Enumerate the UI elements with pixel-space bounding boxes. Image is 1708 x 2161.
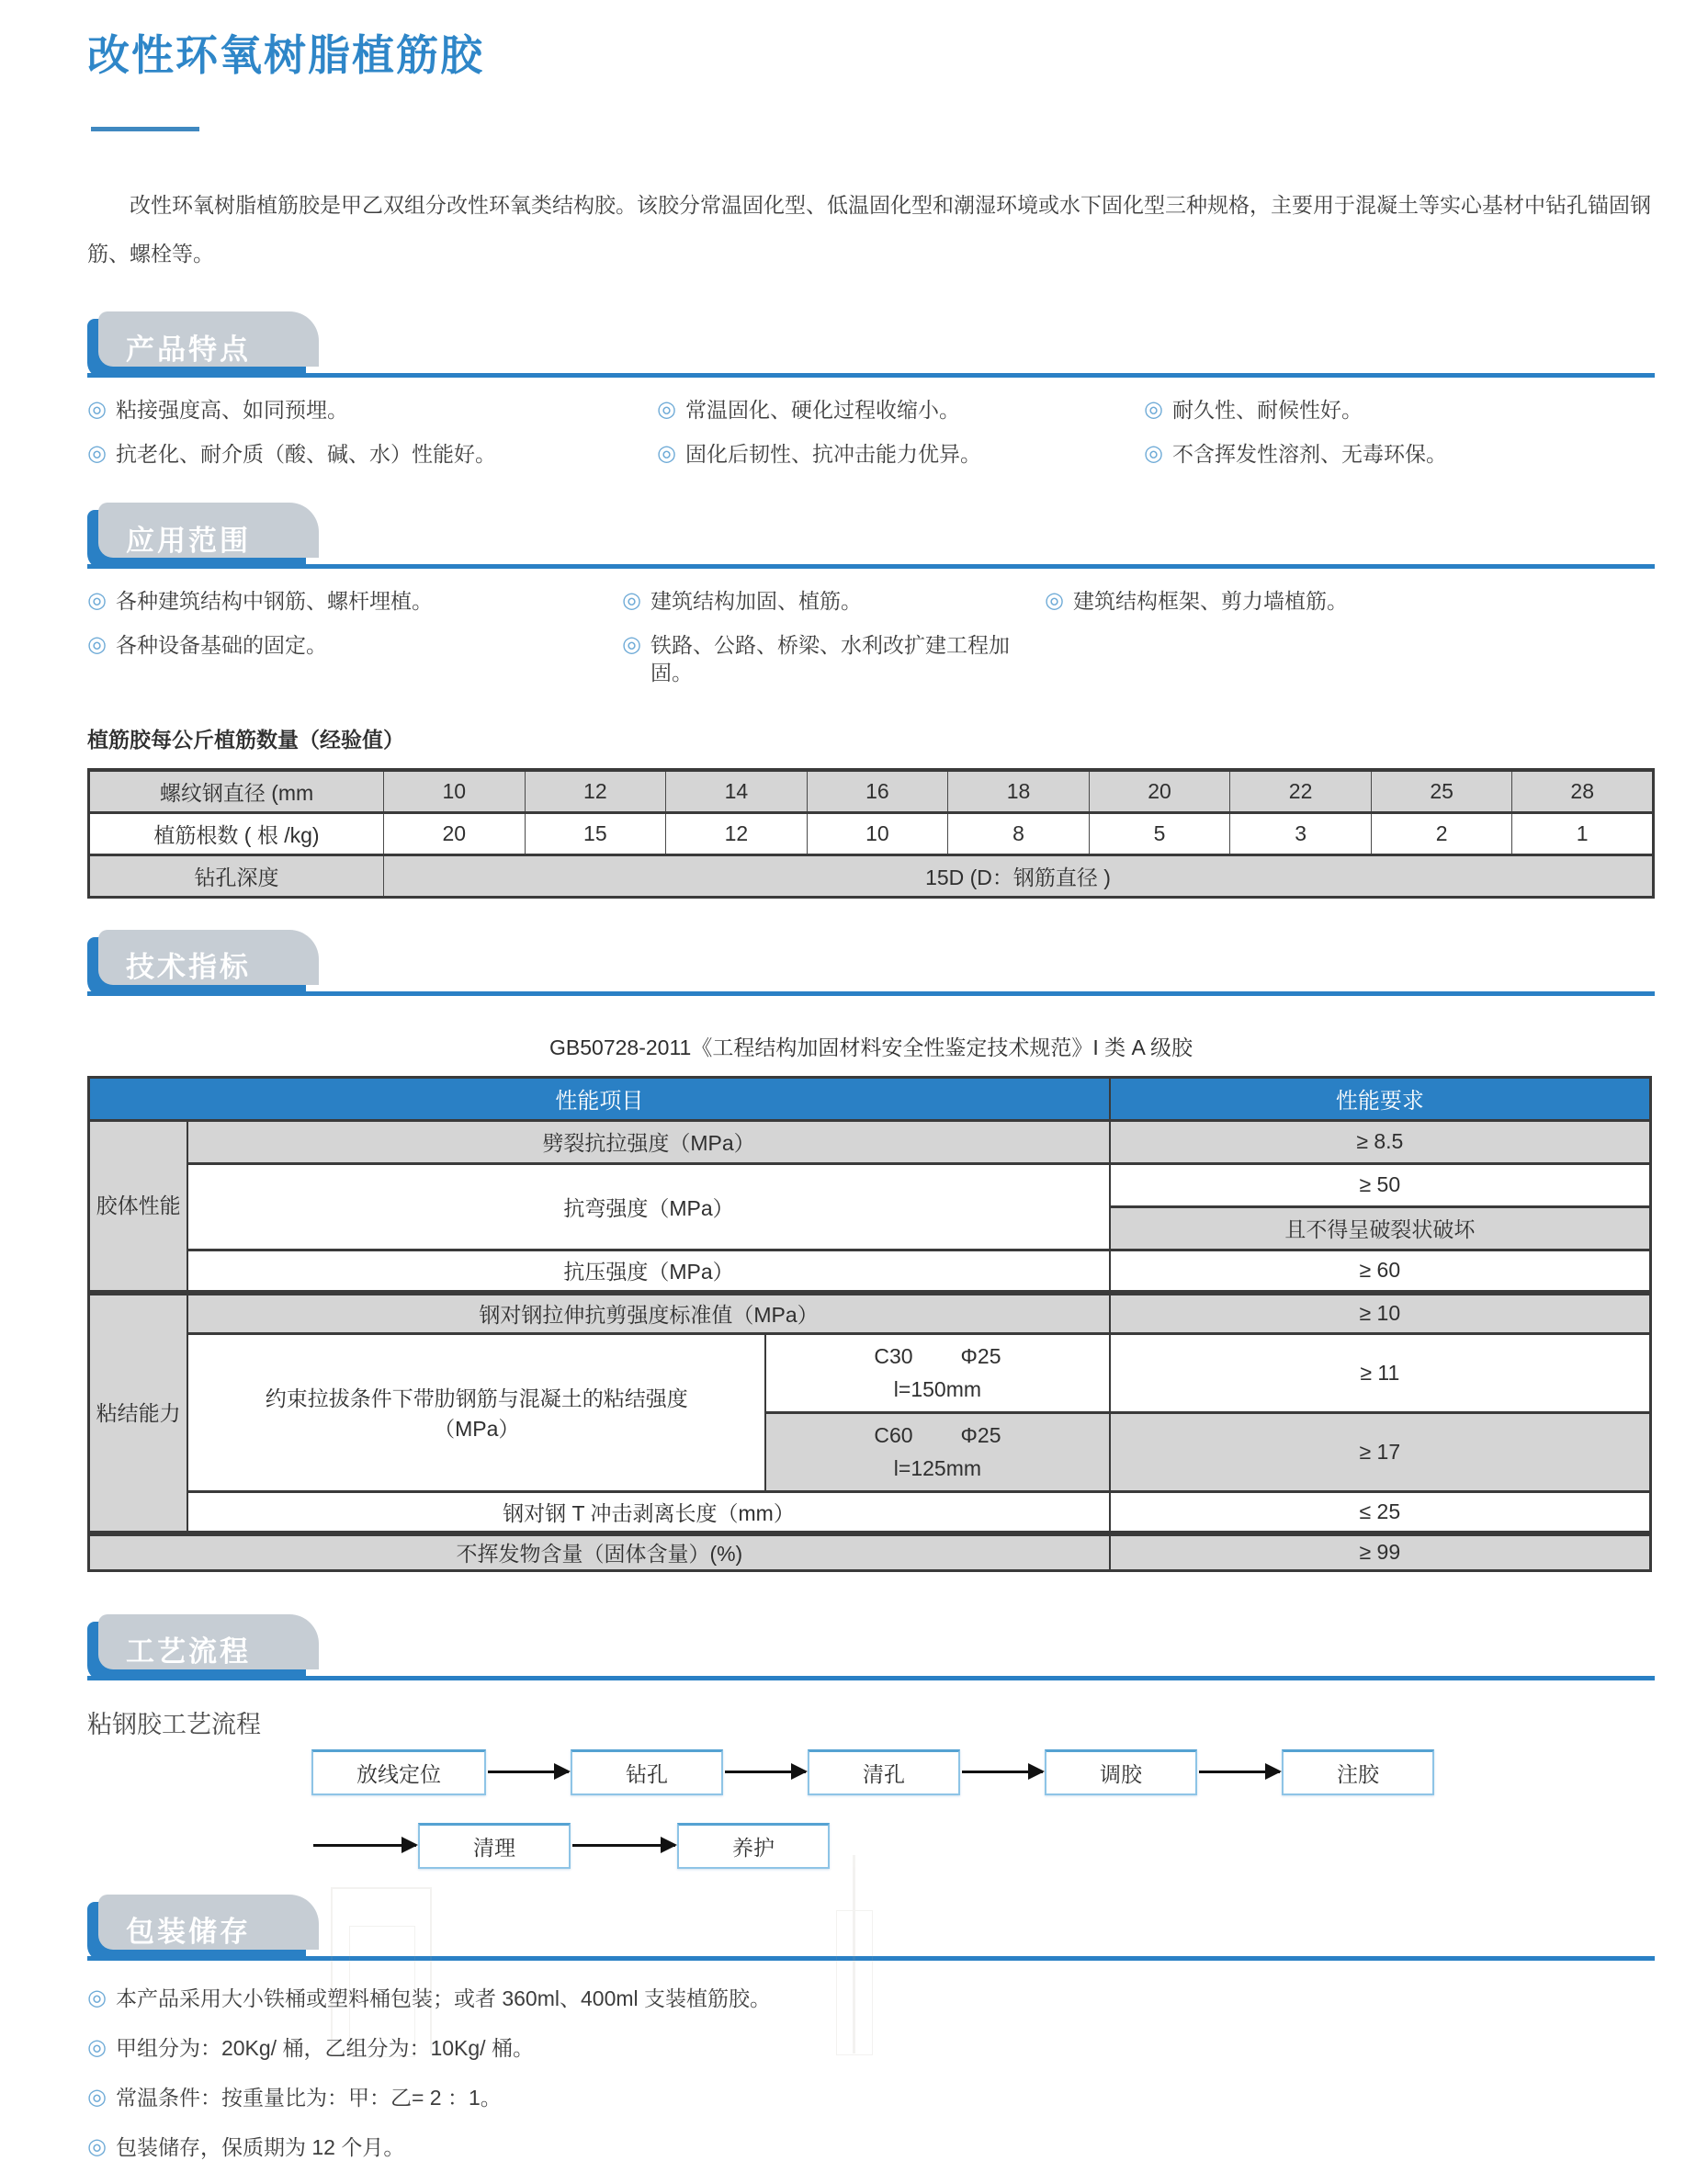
features-list (87, 396, 1655, 468)
condition-length: l=150mm (893, 1377, 982, 1401)
requirement-cell: ≥ 17 (1110, 1412, 1651, 1491)
specs-caption: GB50728-2011《工程结构加固材料安全性鉴定技术规范》I 类 A 级胶 (549, 1035, 1193, 1059)
flow-step: 注胶 (1282, 1749, 1434, 1795)
list-item (1144, 440, 1655, 468)
intro-paragraph: 改性环氧树脂植筋胶是甲乙双组分改性环氧类结构胶。该胶分常温固化型、低温固化型和潮湿环境或水下固化型三种规格，主要用于混凝土等实心基材中钻孔锚固钢筋、螺栓等。 (87, 193, 1651, 266)
section-rule (87, 373, 1655, 378)
condition-cell (765, 1412, 1109, 1491)
group-label: 粘结能力 (89, 1293, 188, 1533)
feature-text: 抗老化、耐介质（酸、碱、水）性能好。 (115, 442, 496, 466)
page-title: 改性环氧树脂植筋胶 (87, 31, 484, 79)
property-cell: 劈裂抗拉强度（MPa） (187, 1120, 1109, 1163)
requirement-cell: ≥ 60 (1110, 1250, 1651, 1293)
section-header-packaging (87, 1902, 1655, 1961)
feature-text: 常温固化、硬化过程收缩小。 (684, 398, 960, 422)
applications-list (87, 587, 1655, 686)
flow-step: 清理 (418, 1823, 571, 1869)
cell: 10 (807, 812, 948, 854)
list-item (657, 396, 1144, 424)
bullet-icon: ◎ (1144, 441, 1163, 466)
bullet-icon: ◎ (657, 397, 676, 422)
cell: 3 (1230, 812, 1372, 854)
list-item (87, 440, 657, 468)
feature-text: 耐久性、耐候性好。 (1171, 398, 1363, 422)
cell: 15D (D：钢筋直径 ) (384, 854, 1654, 897)
dosage-table-title: 植筋胶每公斤植筋数量（经验值） (87, 728, 404, 752)
list-item (87, 2133, 1655, 2161)
flow-step: 调胶 (1045, 1749, 1197, 1795)
list-item (87, 396, 657, 424)
flow-arrow-icon (572, 1844, 675, 1847)
requirement-cell: ≥ 10 (1110, 1293, 1651, 1333)
property-cell: 钢对钢拉伸抗剪强度标准值（MPa） (187, 1293, 1109, 1333)
property-line: 约束拉拔条件下带肋钢筋与混凝土的粘结强度 (265, 1386, 688, 1410)
feature-text: 不含挥发性溶剂、无毒环保。 (1171, 442, 1447, 466)
list-item (87, 2034, 1655, 2062)
bullet-icon: ◎ (87, 2084, 107, 2110)
table-row (89, 770, 1654, 812)
bullet-icon: ◎ (87, 588, 107, 613)
list-item (657, 440, 1144, 468)
column-header: 性能项目 (89, 1077, 1110, 1120)
section-rule (87, 991, 1655, 996)
bullet-icon: ◎ (622, 632, 641, 657)
condition-grade: C60 (874, 1423, 913, 1447)
cell: 14 (666, 770, 808, 812)
process-flow-row-1 (311, 1749, 1655, 1795)
packaging-badge (87, 1902, 306, 1961)
cell: 15 (525, 812, 666, 854)
packaging-list (87, 1985, 1655, 2161)
application-text: 各种设备基础的固定。 (115, 633, 327, 657)
features-badge (87, 319, 306, 378)
property-line: （MPa） (434, 1417, 520, 1441)
packaging-text: 甲组分为：20Kg/ 桶，乙组分为：10Kg/ 桶。 (115, 2035, 534, 2060)
condition-diameter: Φ25 (960, 1344, 1001, 1368)
list-item (87, 1985, 1655, 2012)
packaging-text: 包装储存，保质期为 12 个月。 (115, 2134, 405, 2159)
flow-arrow-icon (962, 1771, 1043, 1773)
flow-step: 清孔 (808, 1749, 960, 1795)
section-header-specs (87, 937, 1655, 996)
flow-arrow-icon (1199, 1771, 1280, 1773)
requirement-cell: ≥ 99 (1110, 1533, 1651, 1570)
cell: 18 (948, 770, 1090, 812)
flow-step: 钻孔 (571, 1749, 723, 1795)
table-row (89, 1250, 1651, 1293)
cell: 25 (1371, 770, 1512, 812)
packaging-text: 本产品采用大小铁桶或塑料桶包装；或者 360ml、400ml 支装植筋胶。 (115, 1986, 772, 2010)
cell: 22 (1230, 770, 1372, 812)
property-cell: 不挥发物含量（固体含量）(%) (89, 1533, 1110, 1570)
bullet-icon: ◎ (87, 632, 107, 657)
property-cell: 钢对钢 T 冲击剥离长度（mm） (187, 1491, 1109, 1533)
feature-text: 固化后韧性、抗冲击能力优异。 (684, 442, 981, 466)
cell: 28 (1512, 770, 1654, 812)
packaging-heading: 包装储存 (126, 1916, 251, 1948)
section-rule (87, 564, 1655, 569)
list-item (1045, 587, 1655, 615)
cell: 10 (384, 770, 526, 812)
property-cell (187, 1333, 765, 1491)
row-label: 植筋根数 ( 根 /kg) (89, 812, 384, 854)
dosage-table (87, 768, 1655, 899)
bullet-icon: ◎ (87, 2034, 107, 2060)
condition-diameter: Φ25 (960, 1423, 1001, 1447)
flow-arrow-icon (313, 1844, 416, 1847)
table-row (89, 1163, 1651, 1206)
condition-length: l=125mm (893, 1456, 982, 1480)
table-row (89, 1533, 1651, 1570)
bullet-icon: ◎ (87, 1985, 107, 2010)
process-subtitle: 粘钢胶工艺流程 (87, 1710, 261, 1738)
process-badge (87, 1622, 306, 1680)
cell: 20 (384, 812, 526, 854)
table-row (89, 1333, 1651, 1412)
list-item (622, 631, 1045, 686)
section-header-features (87, 319, 1655, 378)
flow-step: 放线定位 (311, 1749, 486, 1795)
title-underline (91, 127, 199, 131)
row-label: 钻孔深度 (89, 854, 384, 897)
cell: 2 (1371, 812, 1512, 854)
table-row (89, 1491, 1651, 1533)
condition-cell (765, 1333, 1109, 1412)
condition-grade: C30 (874, 1344, 913, 1368)
application-text: 各种建筑结构中钢筋、螺杆埋植。 (115, 589, 433, 613)
bullet-icon: ◎ (87, 2133, 107, 2159)
application-text: 建筑结构加固、植筋。 (650, 589, 862, 613)
list-item (87, 587, 622, 615)
specs-table (87, 1076, 1652, 1572)
column-header: 性能要求 (1110, 1077, 1651, 1120)
cell: 1 (1512, 812, 1654, 854)
specs-badge (87, 937, 306, 996)
table-row (89, 854, 1654, 897)
requirement-cell: 且不得呈破裂状破坏 (1110, 1206, 1651, 1250)
requirement-cell: ≥ 50 (1110, 1163, 1651, 1206)
application-text: 铁路、公路、桥梁、水利改扩建工程加固。 (650, 633, 1010, 685)
flow-step: 养护 (677, 1823, 830, 1869)
property-cell: 抗压强度（MPa） (187, 1250, 1109, 1293)
features-heading: 产品特点 (126, 333, 251, 366)
table-row (89, 812, 1654, 854)
cell: 8 (948, 812, 1090, 854)
bullet-icon: ◎ (657, 441, 676, 466)
specs-heading: 技术指标 (126, 951, 251, 983)
bullet-icon: ◎ (1144, 397, 1163, 422)
cell: 12 (525, 770, 666, 812)
requirement-cell: ≥ 8.5 (1110, 1120, 1651, 1163)
applications-badge (87, 510, 306, 569)
cell: 16 (807, 770, 948, 812)
bullet-icon: ◎ (87, 441, 107, 466)
applications-heading: 应用范围 (126, 524, 251, 557)
section-header-process (87, 1622, 1655, 1680)
list-item (1144, 396, 1655, 424)
requirement-cell: ≥ 11 (1110, 1333, 1651, 1412)
list-item (622, 587, 1045, 615)
process-heading: 工艺流程 (126, 1635, 251, 1668)
process-flow-row-2 (311, 1823, 1655, 1869)
section-header-applications (87, 510, 1655, 569)
application-text: 建筑结构框架、剪力墙植筋。 (1072, 589, 1348, 613)
cell: 5 (1089, 812, 1230, 854)
row-label: 螺纹钢直径 (mm (89, 770, 384, 812)
section-rule (87, 1676, 1655, 1680)
flow-arrow-icon (725, 1771, 806, 1773)
section-rule (87, 1956, 1655, 1961)
bullet-icon: ◎ (87, 397, 107, 422)
flow-arrow-icon (488, 1771, 569, 1773)
cell: 12 (666, 812, 808, 854)
table-header-row (89, 1077, 1651, 1120)
cell: 20 (1089, 770, 1230, 812)
list-item (87, 631, 622, 686)
packaging-text: 常温条件：按重量比为：甲：乙= 2 ：1。 (115, 2085, 502, 2110)
datasheet-page (0, 22, 1708, 2159)
group-label: 胶体性能 (89, 1120, 188, 1293)
list-item (87, 2084, 1655, 2111)
table-row (89, 1120, 1651, 1163)
table-row (89, 1293, 1651, 1333)
requirement-cell: ≤ 25 (1110, 1491, 1651, 1533)
property-cell: 抗弯强度（MPa） (187, 1163, 1109, 1250)
feature-text: 粘接强度高、如同预埋。 (115, 398, 348, 422)
bullet-icon: ◎ (1045, 588, 1064, 613)
bullet-icon: ◎ (622, 588, 641, 613)
